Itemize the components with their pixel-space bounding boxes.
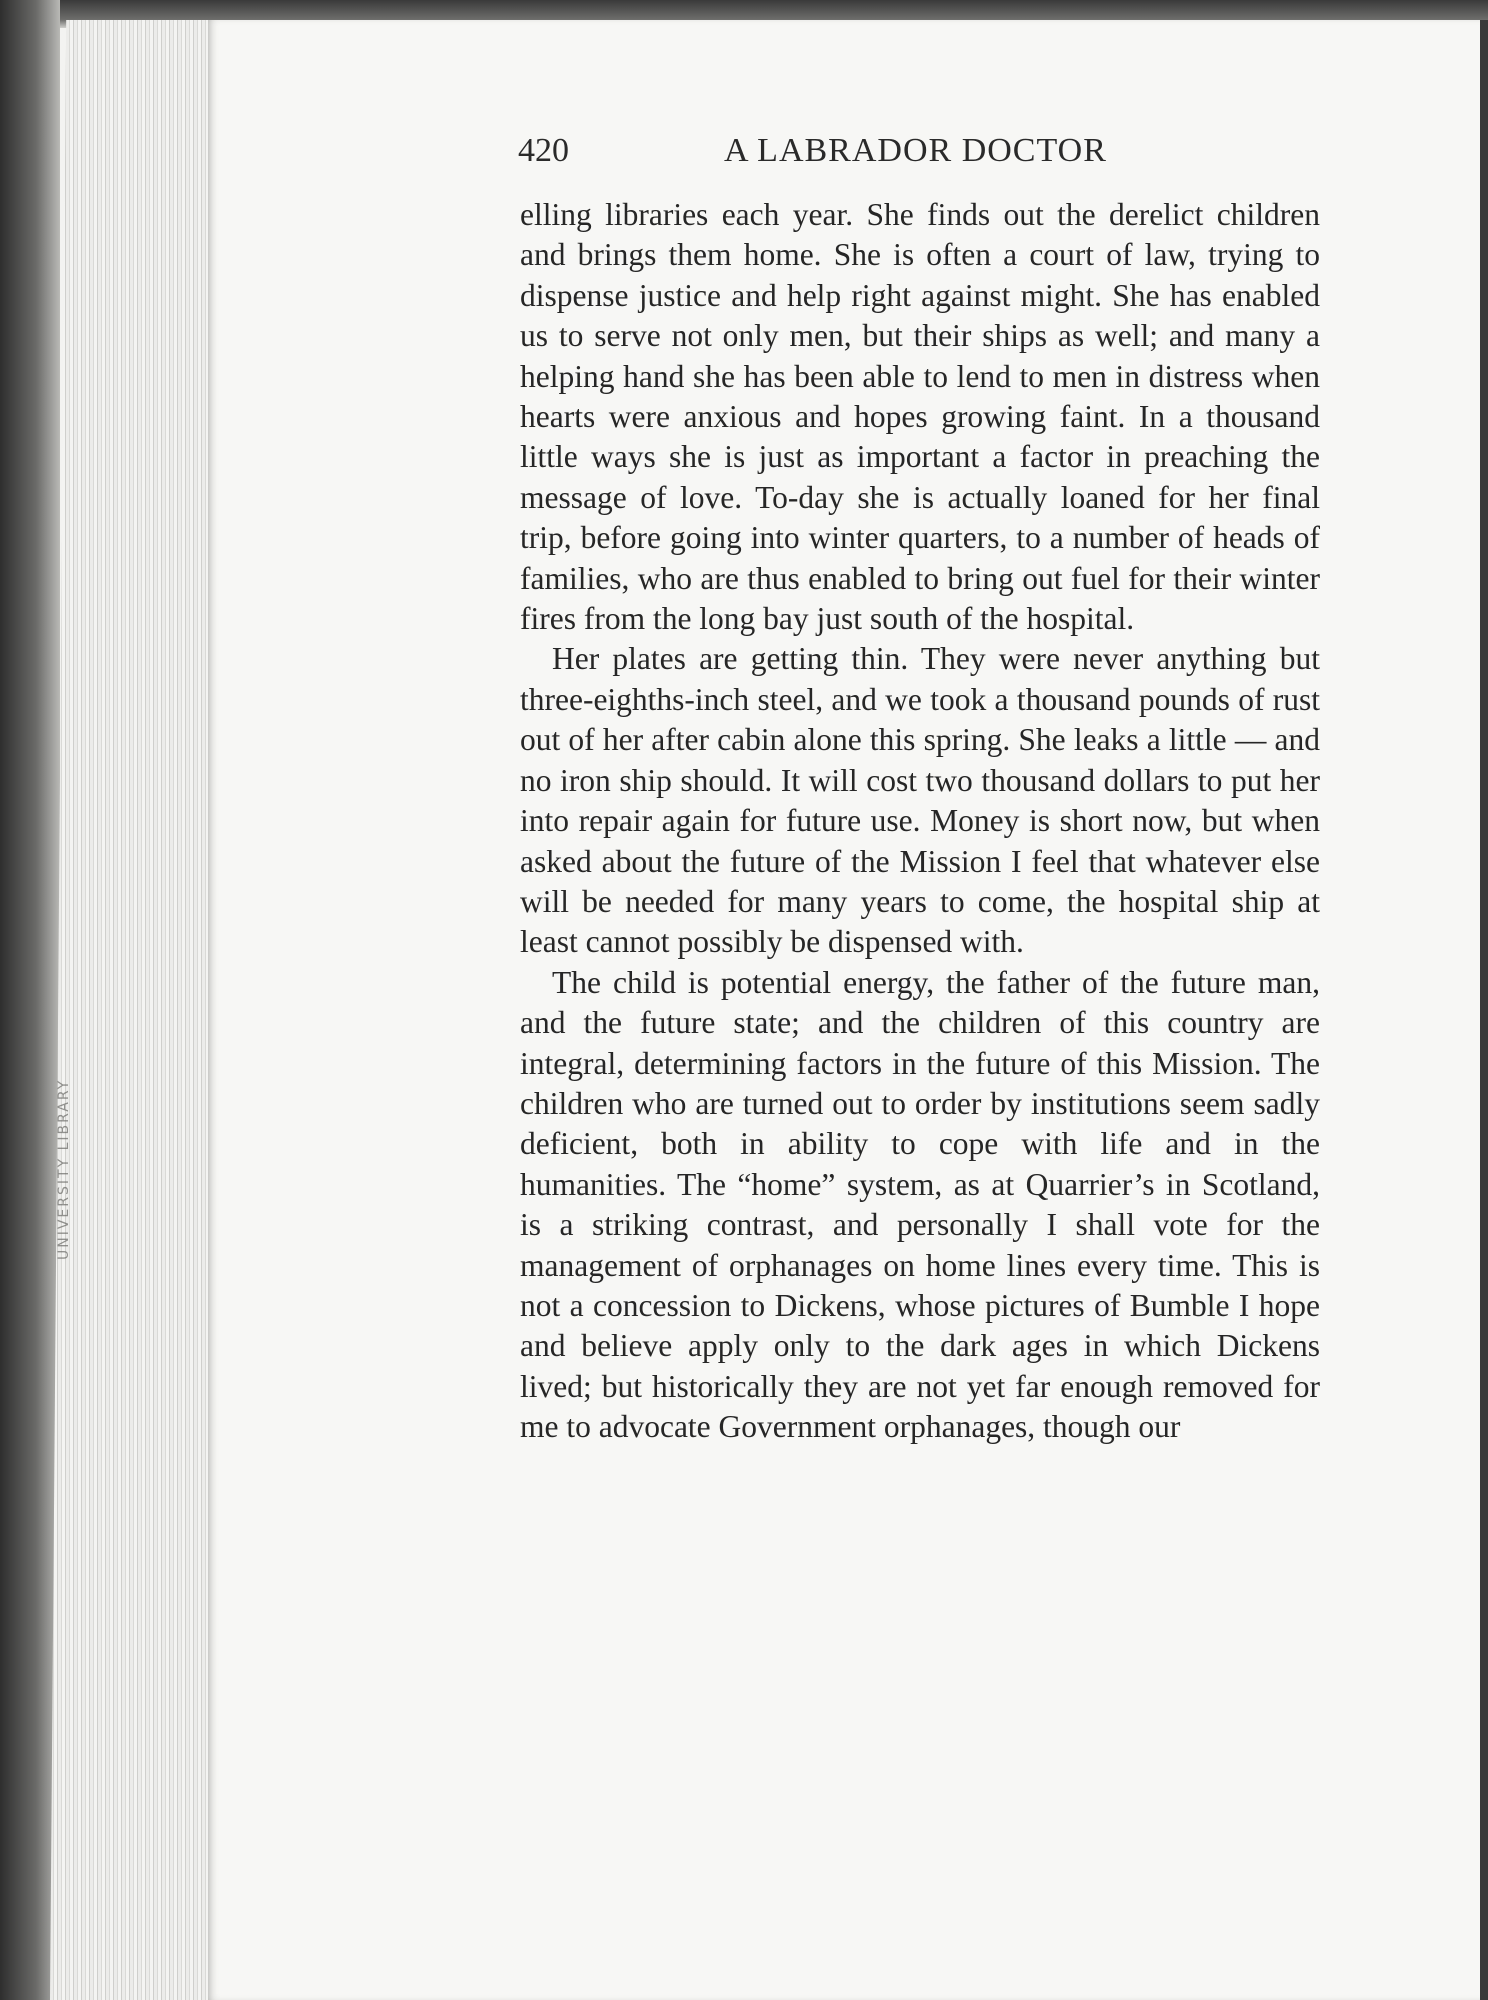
library-edge-stamp: UNIVERSITY LIBRARY (56, 1078, 72, 1260)
scan-background-left (0, 0, 60, 2000)
page-number: 420 (518, 132, 569, 169)
scan-background-right (1480, 20, 1488, 2000)
body-text (520, 195, 1320, 1448)
paragraph-1: elling libraries each year. She finds out the derelict children and brings them home. She is often a court of law, trying to dispense justice and help right against might. She has enabled us to serve not only men, but their ships as well; and many a helping hand she has been able to lend to men in distress when hearts were anxious and hopes growing faint. In a thousand little ways she is just as important a factor in preaching the message of love. To-day she is actually loaned for her final trip, before going into winter quarters, to a number of heads of families, who are thus enabled to bring out fuel for their winter fires from the long bay just south of the hospital. (520, 197, 1320, 637)
book-title: A LABRADOR DOCTOR (724, 132, 1107, 169)
paragraph-2: Her plates are getting thin. They were never anything but three-eighths-inch steel, and we took a thousand pounds of rust out of her after cabin alone this spring. She leaks a little — and no iron ship should. It will cost two thousand dollars to put her into repair again for future use. Money is short now, but when asked about the future of the Mission I feel that whatever else will be needed for many years to come, the hospital ship at least cannot possibly be dispensed with. (520, 641, 1320, 960)
running-head (518, 132, 1318, 176)
paragraph-3: The child is potential energy, the father of the future man, and the future state; and the children of this country are integral, determining factors in the future of this Mission. The children who are turned out to order by institutions seem sadly deficient, both in ability to cope with life and in the humanities. The “home” system, as at Quarrier’s in Scotland, is a striking contrast, and personally I shall vote for the management of orphanages on home lines every time. This is not a concession to Dickens, whose pictures of Bumble I hope and believe apply only to the dark ages in which Dickens lived; but historically they are not yet far enough removed for me to advocate Government orphanages, though our (520, 964, 1320, 1445)
